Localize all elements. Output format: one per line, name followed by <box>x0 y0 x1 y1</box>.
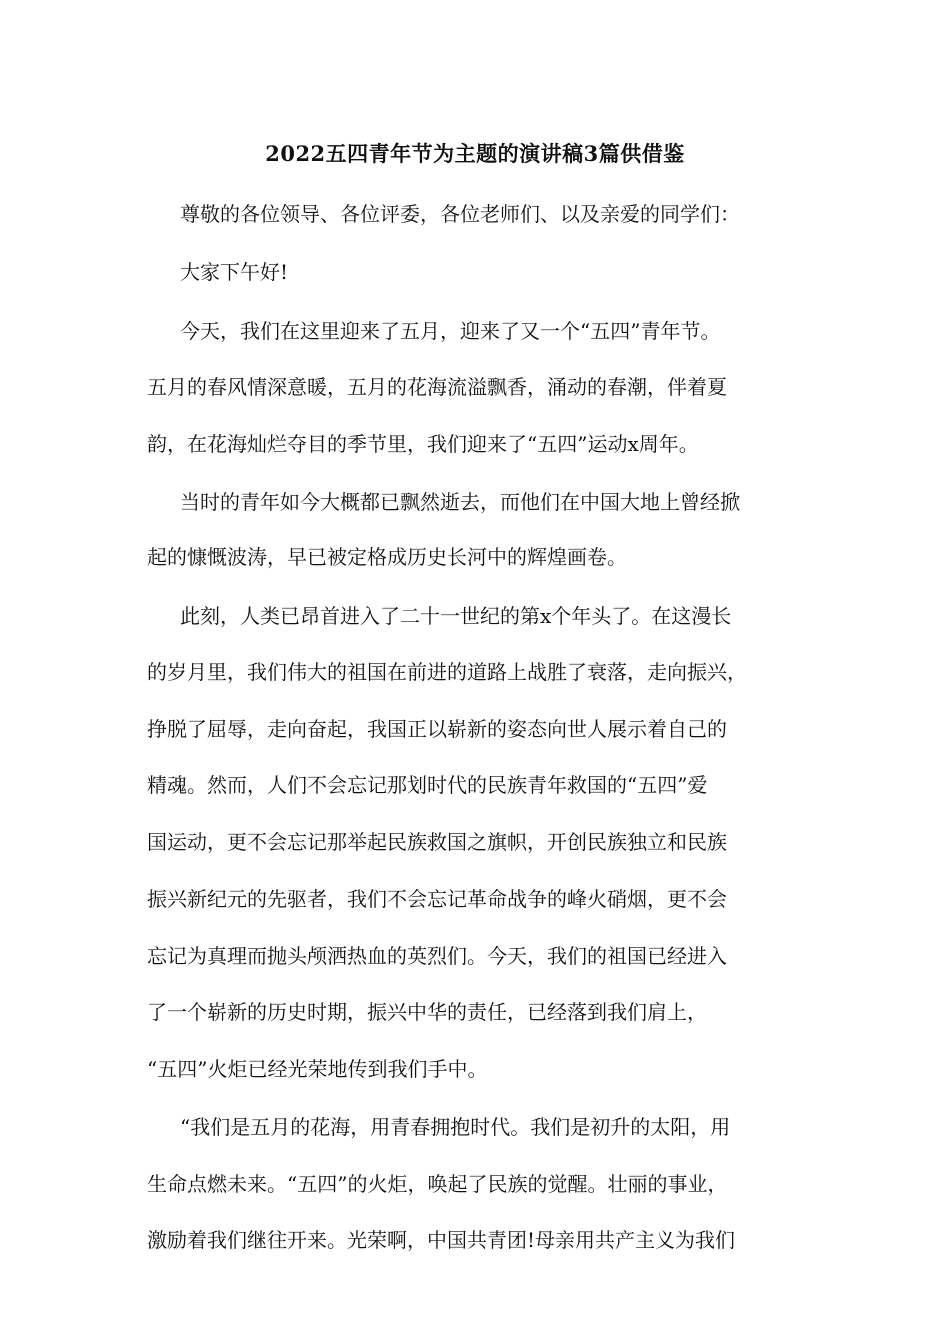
text-line: 振兴新纪元的先驱者，我们不会忘记革命战争的峰火硝烟，更不会 <box>147 887 727 911</box>
text-line: “五四”火炬已经光荣地传到我们手中。 <box>147 1057 488 1081</box>
text-line: 当时的青年如今大概都已飘然逝去，而他们在中国大地上曾经掀 <box>180 490 740 514</box>
text-line: 此刻，人类已昂首进入了二十一世纪的第x个年头了。在这漫长 <box>180 604 732 628</box>
text-line: 起的慷慨波涛，早已被定格成历史长河中的辉煌画卷。 <box>147 545 627 569</box>
text-line: 的岁月里，我们伟大的祖国在前进的道路上战胜了衰落，走向振兴， <box>147 660 747 684</box>
text-line: 大家下午好! <box>180 260 289 284</box>
text-line: 尊敬的各位领导、各位评委，各位老师们、以及亲爱的同学们： <box>180 202 740 226</box>
text-line: 精魂。然而，人们不会忘记那划时代的民族青年救国的“五四”爱 <box>147 773 708 797</box>
text-line: 今天，我们在这里迎来了五月，迎来了又一个“五四”青年节。 <box>180 319 721 343</box>
text-line: 生命点燃未来。“五四”的火炬，唤起了民族的觉醒。壮丽的事业， <box>147 1172 728 1196</box>
text-line: 激励着我们继往开来。光荣啊，中国共青团!母亲用共产主义为我们 <box>147 1228 736 1252</box>
text-line: 国运动，更不会忘记那举起民族救国之旗帜，开创民族独立和民族 <box>147 830 727 854</box>
text-line: 五月的春风情深意暖，五月的花海流溢飘香，涌动的春潮，伴着夏 <box>147 375 727 399</box>
text-line: 韵，在花海灿烂夺目的季节里，我们迎来了“五四”运动x周年。 <box>147 432 699 456</box>
document-title: 2022五四青年节为主题的演讲稿3篇供借鉴 <box>265 141 685 166</box>
text-line: 挣脱了屈辱，走向奋起，我国正以崭新的姿态向世人展示着自己的 <box>147 717 727 741</box>
text-line: “我们是五月的花海，用青春拥抱时代。我们是初升的太阳，用 <box>180 1115 731 1139</box>
text-line: 忘记为真理而抛头颅洒热血的英烈们。今天，我们的祖国已经进入 <box>147 944 727 968</box>
text-line: 了一个崭新的历史时期，振兴中华的责任，已经落到我们肩上， <box>147 1000 707 1024</box>
